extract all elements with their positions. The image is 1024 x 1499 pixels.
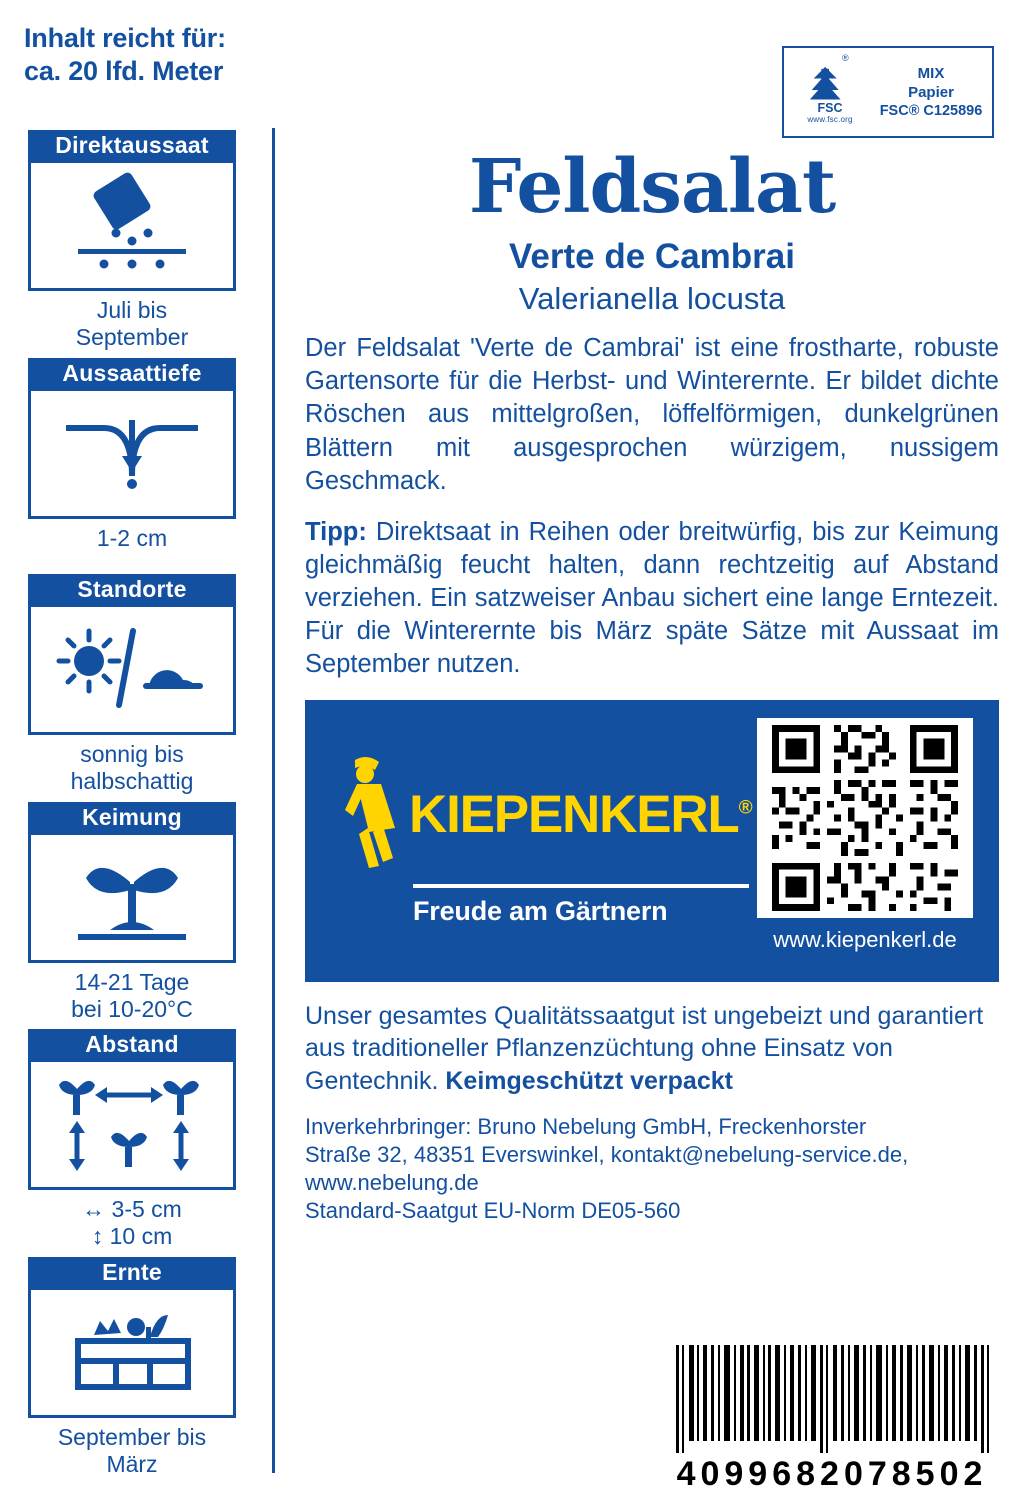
caption-line-1: 1-2 cm: [96, 524, 168, 551]
icon-block-ernte: [28, 1257, 236, 1481]
brand-banner: [305, 700, 999, 982]
fsc-papier-label: Papier: [908, 83, 954, 101]
fsc-tree-icon: [807, 65, 853, 113]
qr-area[interactable]: [757, 718, 973, 953]
fsc-certification-box: [782, 46, 994, 138]
sowing-depth-icon: [28, 391, 236, 519]
icon-caption-keimung: [28, 963, 236, 1025]
brand-divider: [413, 884, 749, 888]
variety-name: Verte de Cambrai: [509, 237, 795, 276]
caption-line-1: Juli bis: [96, 297, 168, 324]
caption-line-1: September bis: [57, 1423, 207, 1450]
icon-heading-keimung: Keimung: [28, 802, 236, 835]
main-content: [305, 144, 999, 1225]
brand-name: KIEPENKERL®: [409, 784, 752, 844]
fsc-registered-mark: ®: [842, 53, 849, 63]
fsc-claim: [876, 64, 992, 121]
spacing-icon: [28, 1062, 236, 1190]
harvest-crate-icon: [28, 1290, 236, 1418]
fsc-logo: [784, 61, 876, 124]
icon-heading-ernte: Ernte: [28, 1257, 236, 1290]
qr-code[interactable]: [757, 718, 973, 918]
brand-row: [335, 754, 757, 874]
contents-line-1: Inhalt reicht für:: [24, 23, 226, 53]
seedling-icon: [28, 835, 236, 963]
fsc-mix-label: MIX: [917, 64, 945, 82]
icon-caption-aussaattiefe: [28, 519, 236, 554]
caption-line-2: September: [75, 324, 189, 351]
icon-heading-abstand: Abstand: [28, 1029, 236, 1062]
brand-claim: Freude am Gärtnern: [413, 896, 668, 927]
quality-text: Unser gesamtes Qualitätssaatgut ist ungebeizt und garantiert aus traditioneller Pflanzenzüchtung ohne Einsatz von Gentechnik.: [305, 1001, 984, 1095]
page-title: Feldsalat: [468, 144, 836, 230]
caption-line-1: ↔ 3-5 cm: [82, 1196, 182, 1223]
icon-caption-direktaussaat: [28, 291, 236, 353]
caption-line-2: März: [106, 1451, 158, 1478]
contents-line-2: ca. 20 lfd. Meter: [24, 55, 224, 86]
icon-block-direktaussaat: [28, 130, 236, 354]
legal-block: [305, 1113, 999, 1225]
icon-block-aussaattiefe: [28, 358, 236, 554]
icon-heading-direktaussaat: Direktaussaat: [28, 130, 236, 163]
legal-line-4: Standard-Saatgut EU-Norm DE05-560: [305, 1197, 681, 1223]
barcode-number: 4099682078502: [676, 1455, 988, 1493]
sun-cloud-icon: [28, 607, 236, 735]
legal-line-3: www.nebelung.de: [305, 1169, 479, 1195]
brand-registered-mark: ®: [738, 796, 752, 818]
icon-heading-aussaattiefe: Aussaattiefe: [28, 358, 236, 391]
svg-text:FSC: FSC: [817, 100, 843, 113]
barcode-area: [672, 1345, 992, 1494]
brand-lockup: [305, 700, 757, 982]
caption-line-1: sonnig bis: [80, 741, 184, 768]
tip-paragraph: [305, 516, 999, 682]
caption-line-2: halbschattig: [70, 768, 194, 795]
icon-caption-ernte: [28, 1418, 236, 1480]
fsc-code: FSC® C125896: [879, 102, 983, 119]
contents-info: [24, 22, 284, 88]
caption-line-1: 14-21 Tage: [74, 968, 190, 995]
legal-line-1: Inverkehrbringer: Bruno Nebelung GmbH, Freckenhorster: [305, 1114, 867, 1140]
description-text: Der Feldsalat 'Verte de Cambrai' ist eine frostharte, robuste Gartensorte für die Herbst- und Winterernte. Er bildet dichte Röschen aus mittelgroßen, löffelförmigen, dunkelgrünen Blättern mit ausgesprochen würzigem, nussigem Geschmack.: [305, 334, 999, 495]
cultivation-icon-column: [28, 130, 236, 1484]
icon-block-keimung: [28, 802, 236, 1026]
icon-heading-standorte: Standorte: [28, 574, 236, 607]
sowing-icon: [28, 163, 236, 291]
brand-url[interactable]: www.kiepenkerl.de: [773, 926, 957, 952]
quality-bold: Keimgeschützt verpackt: [445, 1066, 733, 1095]
icon-caption-standorte: [28, 735, 236, 797]
quality-statement: [305, 1000, 999, 1098]
column-divider: [272, 128, 275, 1473]
icon-block-standorte: [28, 574, 236, 798]
tip-text: Direktsaat in Reihen oder breitwürfig, bis zur Keimung gleichmäßig feucht halten, dann rechtzeitig auf Abstand verziehen. Ein satzweiser Anbau sichert eine lange Erntezeit. Für die Winterernte bis März späte Sätze mit Aussaat im September nutzen.: [305, 517, 999, 679]
legal-line-2: Straße 32, 48351 Everswinkel, kontakt@nebelung-service.de,: [305, 1141, 909, 1167]
kiepenkerl-walker-icon: [335, 754, 399, 874]
fsc-url: www.fsc.org: [807, 114, 853, 124]
icon-block-abstand: [28, 1029, 236, 1253]
caption-line-2: ↕ 10 cm: [91, 1223, 173, 1250]
barcode: [672, 1345, 992, 1453]
tip-label: Tipp:: [305, 517, 367, 546]
botanical-name: Valerianella locusta: [518, 280, 786, 316]
caption-line-2: bei 10-20°C: [71, 995, 193, 1022]
icon-caption-abstand: [28, 1190, 236, 1252]
